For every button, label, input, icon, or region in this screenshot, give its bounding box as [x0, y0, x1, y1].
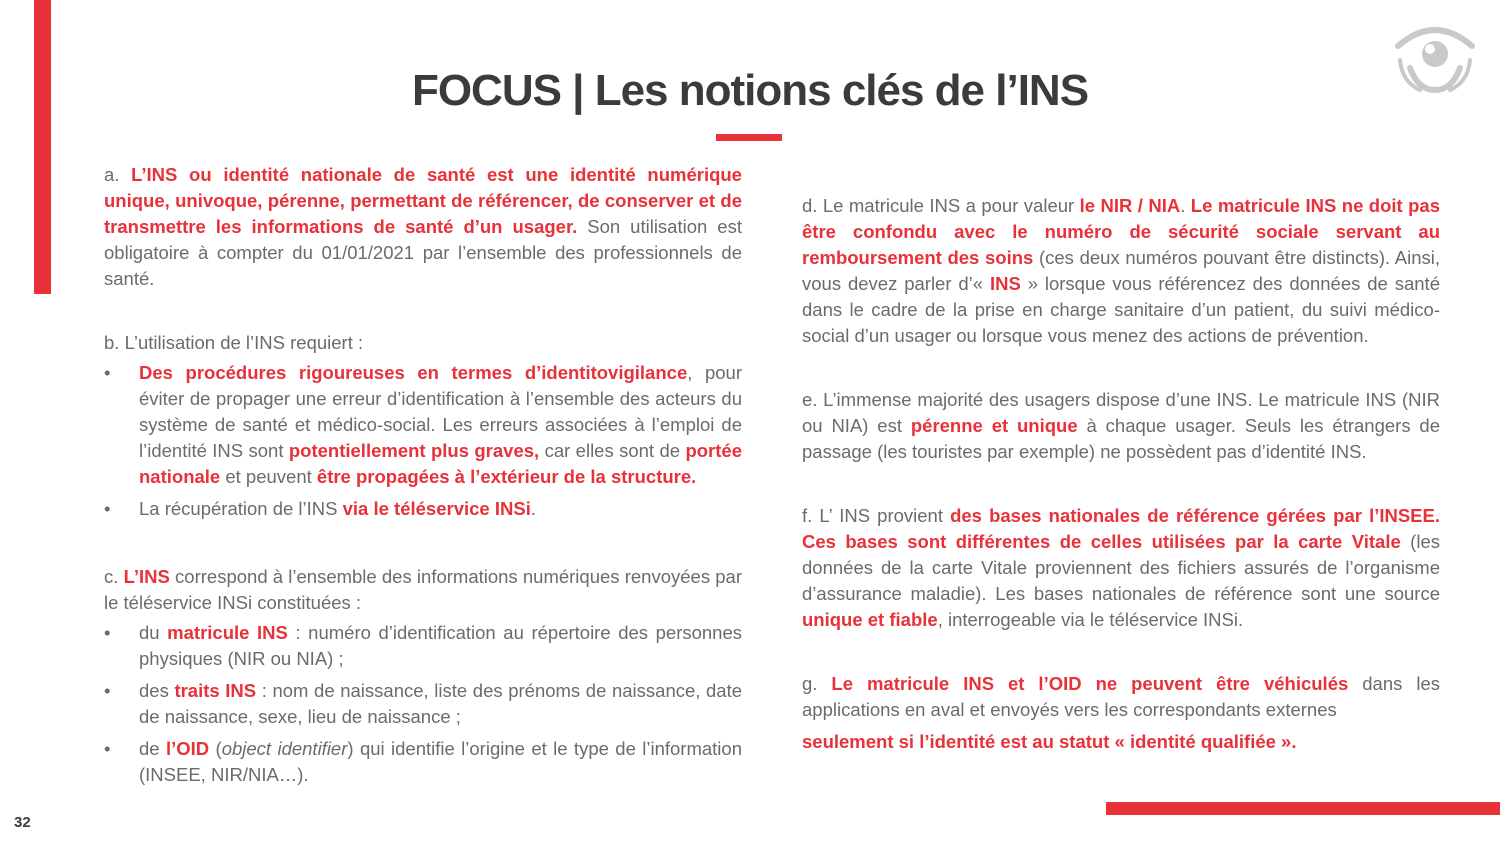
- bullet-icon: •: [104, 680, 111, 701]
- paragraph-d: d. Le matricule INS a pour valeur le NIR / NIA. Le matricule INS ne doit pas être confondu avec le numéro de sécurité sociale servant au remboursement des soins (ces deux numéros pouvant être distincts). Ainsi, vous devez parler d’« INS » lorsque vous référencez des données de santé dans le cadre de la prise en charge sanitaire d’un patient, du suivi médico-social d’un usager ou lorsque vous menez des actions de prévention.: [802, 195, 1441, 346]
- paragraph-b-list: [104, 360, 742, 522]
- left-column: [104, 162, 742, 794]
- bullet-icon: •: [104, 362, 111, 383]
- list-item: • Des procédures rigoureuses en termes d’identitovigilance, pour éviter de propager une erreur d’identification à l’ensemble des acteurs du système de santé et médico-social. Les erreurs associées à l’emploi de l’identité INS sont potentiellement plus graves, car elles sont de portée nationale et peuvent être propagées à l’extérieur de la structure.: [104, 362, 742, 487]
- paragraph-c: c. L’INS correspond à l’ensemble des informations numériques renvoyées par le téléservice INSi constituées :: [104, 566, 743, 613]
- paragraph-a-text: Son utilisation est obligatoire à compter du 01/01/2021 par l’ensemble des professionnels de santé.: [104, 216, 742, 289]
- list-item: • du matricule INS : numéro d’identification au répertoire des personnes physiques (NIR ou NIA) ;: [104, 622, 743, 669]
- paragraph-e: e. L’immense majorité des usagers dispose d’une INS. Le matricule INS (NIR ou NIA) est pérenne et unique à chaque usager. Seuls les étrangers de passage (les touristes par exemple) ne possèdent pas d’identité INS.: [802, 389, 1441, 462]
- paragraph-b-intro: b. L’utilisation de l’INS requiert :: [104, 332, 364, 353]
- left-accent-bar: [34, 0, 51, 294]
- paragraph-f: f. L’ INS provient des bases nationales de référence gérées par l’INSEE. Ces bases sont différentes de celles utilisées par la carte Vitale (les données de la carte Vitale proviennent des fichiers assurés de l’organisme d’assurance maladie). Les bases nationales de référence sont une source unique et fiable, interrogeable via le téléservice INSi.: [802, 505, 1441, 630]
- paragraph-c-list: [104, 620, 742, 788]
- page-title: FOCUS | Les notions clés de l’INS: [411, 66, 1089, 115]
- bullet-icon: •: [104, 738, 111, 759]
- paragraph-a-prefix: a.: [104, 164, 132, 185]
- list-item: • des traits INS : nom de naissance, liste des prénoms de naissance, date de naissance, sexe, lieu de naissance ;: [104, 680, 743, 727]
- title-underline: [716, 134, 782, 141]
- eye-logo-icon: [1392, 16, 1478, 96]
- paragraph-a-highlight: L’INS ou identité nationale de santé est une identité numérique unique, univoque, pérenne, permettant de référencer, de conserver et de transmettre les informations de santé d’un usager.: [104, 164, 742, 237]
- paragraph-a: [104, 162, 742, 292]
- bullet-icon: •: [104, 622, 111, 643]
- page-number: 32: [14, 814, 31, 831]
- bullet-icon: •: [104, 498, 111, 519]
- bottom-accent-bar: [1106, 802, 1500, 815]
- list-item: • de l’OID (object identifier) qui identifie l’origine et le type de l’information (INSEE, NIR/NIA…).: [104, 738, 742, 785]
- list-item: • La récupération de l’INS via le téléservice INSi.: [104, 496, 742, 522]
- paragraph-g: g. Le matricule INS et l’OID ne peuvent être véhiculés dans les applications en aval et envoyés vers les correspondants externes seulement si l’identité est au statut « identité qualifiée ».: [802, 673, 1440, 752]
- right-column: [802, 193, 1440, 755]
